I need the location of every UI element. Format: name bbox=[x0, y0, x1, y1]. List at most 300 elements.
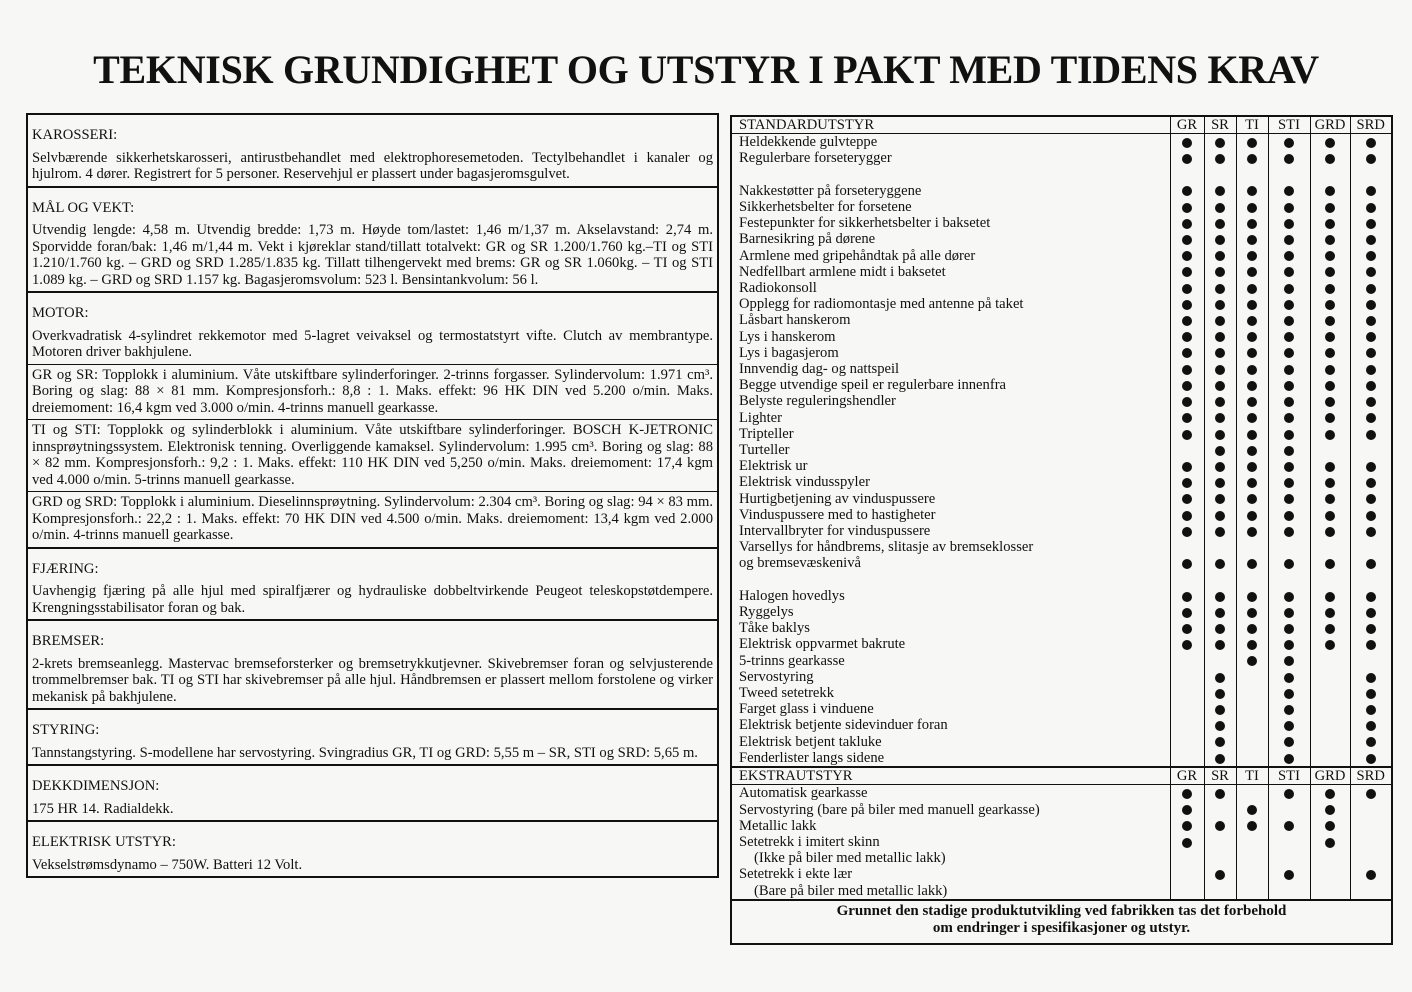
included-dot-icon bbox=[1325, 397, 1335, 407]
model-cell bbox=[1204, 734, 1236, 750]
included-dot-icon bbox=[1215, 332, 1225, 342]
model-cell bbox=[1204, 620, 1236, 636]
equipment-row bbox=[732, 834, 1391, 850]
model-cell bbox=[1310, 296, 1350, 312]
equipment-row bbox=[732, 588, 1391, 604]
model-cell bbox=[1170, 507, 1204, 523]
model-cell bbox=[1310, 458, 1350, 474]
model-cell bbox=[1350, 883, 1391, 899]
model-cell bbox=[1310, 248, 1350, 264]
model-cell bbox=[1236, 280, 1268, 296]
included-dot-icon bbox=[1247, 235, 1257, 245]
included-dot-icon bbox=[1215, 348, 1225, 358]
included-dot-icon bbox=[1284, 284, 1294, 294]
included-dot-icon bbox=[1182, 413, 1192, 423]
model-cell bbox=[1204, 199, 1236, 215]
included-dot-icon bbox=[1366, 251, 1376, 261]
model-cell bbox=[1236, 426, 1268, 442]
included-dot-icon bbox=[1182, 219, 1192, 229]
model-cell bbox=[1350, 850, 1391, 866]
model-header: GR bbox=[1170, 117, 1204, 134]
model-cell bbox=[1268, 818, 1310, 834]
model-cell bbox=[1268, 393, 1310, 409]
model-cell bbox=[1350, 183, 1391, 199]
model-header: GRD bbox=[1310, 117, 1350, 134]
included-dot-icon bbox=[1215, 511, 1225, 521]
model-cell bbox=[1204, 834, 1236, 850]
spec-heading: STYRING: bbox=[32, 722, 100, 738]
included-dot-icon bbox=[1247, 381, 1257, 391]
included-dot-icon bbox=[1182, 624, 1192, 634]
model-header: GR bbox=[1170, 767, 1204, 785]
included-dot-icon bbox=[1325, 138, 1335, 148]
included-dot-icon bbox=[1247, 413, 1257, 423]
model-cell bbox=[1236, 248, 1268, 264]
model-cell bbox=[1204, 442, 1236, 458]
equipment-label: Regulerbare forseterygger bbox=[739, 150, 892, 167]
spec-text: Tannstangstyring. S-modellene har servostyring. Svingradius GR, TI og GRD: 5,55 m – SR, STI og SRD: 5,65 m. bbox=[32, 744, 698, 761]
model-cell bbox=[1268, 883, 1310, 899]
model-cell bbox=[1204, 426, 1236, 442]
model-cell bbox=[1310, 620, 1350, 636]
model-cell bbox=[1310, 685, 1350, 701]
model-cell bbox=[1170, 442, 1204, 458]
included-dot-icon bbox=[1247, 821, 1257, 831]
model-cell bbox=[1310, 734, 1350, 750]
model-cell bbox=[1236, 523, 1268, 539]
included-dot-icon bbox=[1325, 348, 1335, 358]
model-cell bbox=[1310, 555, 1350, 571]
spec-heading: KAROSSERI: bbox=[32, 127, 118, 143]
model-cell bbox=[1310, 507, 1350, 523]
equipment-panel bbox=[730, 115, 1393, 945]
model-cell bbox=[1170, 183, 1204, 199]
included-dot-icon bbox=[1284, 462, 1294, 472]
included-dot-icon bbox=[1182, 821, 1192, 831]
included-dot-icon bbox=[1247, 805, 1257, 815]
model-cell bbox=[1268, 474, 1310, 490]
model-cell bbox=[1350, 215, 1391, 231]
model-cell bbox=[1204, 604, 1236, 620]
included-dot-icon bbox=[1325, 805, 1335, 815]
equipment-label: Automatisk gearkasse bbox=[739, 785, 868, 802]
model-cell bbox=[1310, 264, 1350, 280]
included-dot-icon bbox=[1215, 478, 1225, 488]
included-dot-icon bbox=[1284, 397, 1294, 407]
equipment-label bbox=[732, 167, 1170, 183]
model-cell bbox=[1310, 883, 1350, 899]
model-cell bbox=[1170, 312, 1204, 328]
equipment-label: Lys i hanskerom bbox=[739, 328, 836, 345]
model-cell bbox=[1268, 183, 1310, 199]
model-cell bbox=[1350, 620, 1391, 636]
model-cell bbox=[1310, 231, 1350, 247]
equipment-label: Elektrisk oppvarmet bakrute bbox=[739, 636, 906, 653]
model-cell bbox=[1204, 264, 1236, 280]
included-dot-icon bbox=[1366, 511, 1376, 521]
spec-section bbox=[26, 708, 719, 764]
model-cell bbox=[1170, 426, 1204, 442]
model-cell bbox=[1170, 636, 1204, 652]
included-dot-icon bbox=[1215, 737, 1225, 747]
model-cell bbox=[1204, 150, 1236, 166]
included-dot-icon bbox=[1284, 203, 1294, 213]
model-cell bbox=[1268, 199, 1310, 215]
included-dot-icon bbox=[1215, 138, 1225, 148]
model-cell bbox=[1236, 199, 1268, 215]
model-cell bbox=[1236, 134, 1268, 151]
included-dot-icon bbox=[1215, 203, 1225, 213]
model-cell bbox=[1204, 539, 1236, 555]
included-dot-icon bbox=[1284, 430, 1294, 440]
included-dot-icon bbox=[1247, 446, 1257, 456]
model-cell bbox=[1204, 653, 1236, 669]
spec-text: TI og STI: Topplokk og sylinderblokk i aluminium. Våte utskiftbare sylinderforinger. BOSCH K-JETRONIC innsprøytningssystem. Elektronisk tenning. Overliggende kamaksel. Sylindervolum: 1.995 cm³. Boring og slag: 88 × 82 mm. Kompresjonsforh.: 9,2 : 1. Maks. effekt: 110 HK DIN ved 5,250 o/min. Maks. dreiemoment: 17,4 kgm ved 4.000 o/min. 5-trinns manuell gearkasse. bbox=[32, 422, 713, 488]
model-cell bbox=[1170, 717, 1204, 733]
model-cell bbox=[1170, 834, 1204, 850]
model-cell bbox=[1268, 850, 1310, 866]
model-cell bbox=[1310, 183, 1350, 199]
spec-text: 175 HR 14. Radialdekk. bbox=[32, 800, 174, 817]
model-cell bbox=[1236, 785, 1268, 802]
model-cell bbox=[1268, 167, 1310, 183]
model-cell bbox=[1236, 474, 1268, 490]
spec-text: GRD og SRD: Topplokk i aluminium. Dieselinnsprøytning. Sylindervolum: 2.304 cm³. Boring og slag: 94 × 83 mm. Kompresjonsforh.: 22,2 : 1. Maks. effekt: 70 HK DIN ved 4.500 o/min. Maks. dreiemoment: 13,4 kgm ved 2.000 o/min. 4-trinns manuell gearkasse. bbox=[32, 494, 713, 543]
included-dot-icon bbox=[1366, 789, 1376, 799]
included-dot-icon bbox=[1182, 640, 1192, 650]
model-cell bbox=[1236, 669, 1268, 685]
equipment-label: Turteller bbox=[739, 442, 790, 459]
model-cell bbox=[1204, 669, 1236, 685]
equipment-row bbox=[732, 701, 1391, 717]
model-cell bbox=[1170, 150, 1204, 166]
model-cell bbox=[1204, 231, 1236, 247]
model-cell bbox=[1170, 866, 1204, 882]
equipment-label: Elektrisk betjent takluke bbox=[739, 733, 882, 750]
included-dot-icon bbox=[1247, 186, 1257, 196]
included-dot-icon bbox=[1284, 413, 1294, 423]
spec-text: Vekselstrømsdynamo – 750W. Batteri 12 Volt. bbox=[32, 856, 303, 873]
included-dot-icon bbox=[1284, 381, 1294, 391]
included-dot-icon bbox=[1325, 478, 1335, 488]
included-dot-icon bbox=[1215, 430, 1225, 440]
included-dot-icon bbox=[1284, 721, 1294, 731]
model-cell bbox=[1310, 361, 1350, 377]
included-dot-icon bbox=[1366, 300, 1376, 310]
model-cell bbox=[1350, 834, 1391, 850]
equipment-row bbox=[732, 377, 1391, 393]
equipment-row bbox=[732, 785, 1391, 802]
included-dot-icon bbox=[1325, 789, 1335, 799]
spec-heading: DEKKDIMENSJON: bbox=[32, 778, 160, 794]
equipment-row bbox=[732, 507, 1391, 523]
equipment-row bbox=[732, 280, 1391, 296]
model-cell bbox=[1236, 410, 1268, 426]
model-cell bbox=[1170, 248, 1204, 264]
included-dot-icon bbox=[1325, 267, 1335, 277]
model-cell bbox=[1268, 507, 1310, 523]
spec-text: 2-krets bremseanlegg. Mastervac bremseforsterker og bremsetrykkutjevner. Skivebremser foran og selvjusterende trommelbremser bak. TI og STI har skivebremser på alle hjul. Håndbremsen er plassert mellom forstolene og virker mekanisk på bakhjulene. bbox=[32, 655, 713, 705]
spec-heading: MÅL OG VEKT: bbox=[32, 199, 135, 216]
model-header: STI bbox=[1268, 767, 1310, 785]
included-dot-icon bbox=[1366, 478, 1376, 488]
model-cell bbox=[1268, 636, 1310, 652]
model-cell bbox=[1268, 539, 1310, 555]
model-cell bbox=[1204, 555, 1236, 571]
included-dot-icon bbox=[1215, 592, 1225, 602]
equipment-header-row bbox=[732, 117, 1391, 134]
model-cell bbox=[1310, 329, 1350, 345]
equipment-row bbox=[732, 572, 1391, 588]
included-dot-icon bbox=[1366, 673, 1376, 683]
model-cell bbox=[1310, 588, 1350, 604]
equipment-label: Innvendig dag- og nattspeil bbox=[739, 361, 900, 378]
included-dot-icon bbox=[1182, 494, 1192, 504]
spec-text: Selvbærende sikkerhetskarosseri, antirustbehandlet med elektrophoresemetoden. Tectylbehandlet i kanaler og hjulrom. 4 dører. Registrert for 5 personer. Reservehjul er plassert under bagasjeromsgulvet. bbox=[32, 149, 713, 182]
model-cell bbox=[1204, 167, 1236, 183]
included-dot-icon bbox=[1215, 381, 1225, 391]
model-cell bbox=[1310, 134, 1350, 151]
equipment-label: Servostyring bbox=[739, 668, 814, 685]
model-cell bbox=[1268, 231, 1310, 247]
model-cell bbox=[1350, 393, 1391, 409]
spec-heading: ELEKTRISK UTSTYR: bbox=[32, 834, 176, 850]
model-cell bbox=[1268, 620, 1310, 636]
included-dot-icon bbox=[1325, 821, 1335, 831]
model-cell bbox=[1350, 653, 1391, 669]
model-cell bbox=[1310, 750, 1350, 767]
model-cell bbox=[1310, 523, 1350, 539]
equipment-row bbox=[732, 620, 1391, 636]
equipment-label: Setetrekk i ekte lær bbox=[739, 866, 853, 883]
model-cell bbox=[1350, 734, 1391, 750]
model-cell bbox=[1204, 491, 1236, 507]
equipment-label: Servostyring (bare på biler med manuell gearkasse) bbox=[739, 801, 1040, 818]
model-cell bbox=[1204, 183, 1236, 199]
equipment-row bbox=[732, 802, 1391, 818]
model-cell bbox=[1268, 491, 1310, 507]
model-cell bbox=[1350, 717, 1391, 733]
equipment-row bbox=[732, 296, 1391, 312]
included-dot-icon bbox=[1366, 267, 1376, 277]
model-cell bbox=[1310, 150, 1350, 166]
model-cell bbox=[1310, 312, 1350, 328]
equipment-label: Elektrisk vindusspyler bbox=[739, 474, 870, 491]
equipment-label: Nakkestøtter på forseteryggene bbox=[739, 182, 922, 199]
model-cell bbox=[1310, 834, 1350, 850]
equipment-row bbox=[732, 850, 1391, 866]
model-cell bbox=[1236, 507, 1268, 523]
model-cell bbox=[1170, 345, 1204, 361]
equipment-label: Lys i bagasjerom bbox=[739, 344, 839, 361]
equipment-row bbox=[732, 653, 1391, 669]
model-cell bbox=[1204, 588, 1236, 604]
model-cell bbox=[1170, 377, 1204, 393]
model-cell bbox=[1350, 150, 1391, 166]
included-dot-icon bbox=[1215, 689, 1225, 699]
equipment-label: (Bare på biler med metallic lakk) bbox=[754, 882, 948, 899]
equipment-label: Metallic lakk bbox=[739, 817, 817, 834]
equipment-row bbox=[732, 555, 1391, 571]
included-dot-icon bbox=[1182, 608, 1192, 618]
model-cell bbox=[1268, 248, 1310, 264]
model-cell bbox=[1204, 802, 1236, 818]
model-cell bbox=[1268, 866, 1310, 882]
included-dot-icon bbox=[1215, 397, 1225, 407]
included-dot-icon bbox=[1182, 592, 1192, 602]
model-cell bbox=[1236, 636, 1268, 652]
included-dot-icon bbox=[1182, 348, 1192, 358]
included-dot-icon bbox=[1215, 705, 1225, 715]
model-cell bbox=[1204, 850, 1236, 866]
equipment-label bbox=[732, 572, 1170, 588]
equipment-row bbox=[732, 183, 1391, 199]
model-cell bbox=[1350, 866, 1391, 882]
included-dot-icon bbox=[1182, 789, 1192, 799]
included-dot-icon bbox=[1247, 511, 1257, 521]
included-dot-icon bbox=[1366, 186, 1376, 196]
model-cell bbox=[1204, 345, 1236, 361]
model-cell bbox=[1236, 296, 1268, 312]
model-cell bbox=[1310, 717, 1350, 733]
equipment-label: Tripteller bbox=[739, 425, 794, 442]
model-cell bbox=[1170, 491, 1204, 507]
spec-heading: MOTOR: bbox=[32, 305, 89, 321]
model-cell bbox=[1170, 734, 1204, 750]
model-cell bbox=[1268, 458, 1310, 474]
included-dot-icon bbox=[1247, 365, 1257, 375]
included-dot-icon bbox=[1284, 446, 1294, 456]
included-dot-icon bbox=[1366, 381, 1376, 391]
equipment-label: Radiokonsoll bbox=[739, 280, 817, 297]
model-cell bbox=[1170, 523, 1204, 539]
model-cell bbox=[1170, 604, 1204, 620]
included-dot-icon bbox=[1247, 430, 1257, 440]
equipment-label: Nedfellbart armlene midt i baksetet bbox=[739, 263, 946, 280]
included-dot-icon bbox=[1247, 397, 1257, 407]
included-dot-icon bbox=[1284, 754, 1294, 764]
included-dot-icon bbox=[1182, 805, 1192, 815]
included-dot-icon bbox=[1215, 527, 1225, 537]
spec-section bbox=[26, 820, 719, 878]
equipment-label: Festepunkter for sikkerhetsbelter i baksetet bbox=[739, 215, 991, 232]
included-dot-icon bbox=[1284, 511, 1294, 521]
included-dot-icon bbox=[1247, 316, 1257, 326]
equipment-row bbox=[732, 329, 1391, 345]
model-cell bbox=[1236, 442, 1268, 458]
model-cell bbox=[1170, 474, 1204, 490]
included-dot-icon bbox=[1366, 870, 1376, 880]
included-dot-icon bbox=[1366, 608, 1376, 618]
model-cell bbox=[1268, 834, 1310, 850]
equipment-row bbox=[732, 312, 1391, 328]
equipment-label: Låsbart hanskerom bbox=[739, 312, 851, 329]
model-cell bbox=[1236, 620, 1268, 636]
model-cell bbox=[1268, 701, 1310, 717]
spec-section bbox=[26, 291, 719, 364]
model-cell bbox=[1268, 685, 1310, 701]
section-header: EKSTRAUTSTYR bbox=[732, 767, 1170, 785]
equipment-label: Heldekkende gulvteppe bbox=[739, 134, 878, 151]
included-dot-icon bbox=[1247, 219, 1257, 229]
model-cell bbox=[1268, 377, 1310, 393]
equipment-label: Intervallbryter for vinduspussere bbox=[739, 523, 931, 540]
model-cell bbox=[1268, 426, 1310, 442]
model-cell bbox=[1350, 442, 1391, 458]
model-cell bbox=[1310, 393, 1350, 409]
model-cell bbox=[1204, 296, 1236, 312]
model-cell bbox=[1268, 361, 1310, 377]
model-cell bbox=[1350, 248, 1391, 264]
equipment-label: Fenderlister langs sidene bbox=[739, 749, 885, 766]
model-cell bbox=[1350, 785, 1391, 802]
included-dot-icon bbox=[1215, 235, 1225, 245]
included-dot-icon bbox=[1325, 640, 1335, 650]
model-cell bbox=[1268, 296, 1310, 312]
included-dot-icon bbox=[1284, 673, 1294, 683]
model-cell bbox=[1350, 507, 1391, 523]
model-cell bbox=[1170, 653, 1204, 669]
model-cell bbox=[1350, 296, 1391, 312]
model-cell bbox=[1268, 215, 1310, 231]
model-cell bbox=[1310, 785, 1350, 802]
equipment-label: Halogen hovedlys bbox=[739, 587, 845, 604]
model-cell bbox=[1236, 345, 1268, 361]
equipment-label: Belyste reguleringshendler bbox=[739, 393, 896, 410]
model-header: TI bbox=[1236, 767, 1268, 785]
model-cell bbox=[1170, 555, 1204, 571]
included-dot-icon bbox=[1215, 267, 1225, 277]
equipment-row bbox=[732, 442, 1391, 458]
disclaimer-line-2: om endringer i spesifikasjoner og utstyr. bbox=[932, 919, 1191, 936]
model-cell bbox=[1310, 604, 1350, 620]
included-dot-icon bbox=[1215, 300, 1225, 310]
included-dot-icon bbox=[1325, 154, 1335, 164]
model-cell bbox=[1170, 818, 1204, 834]
equipment-row bbox=[732, 458, 1391, 474]
equipment-row bbox=[732, 750, 1391, 767]
equipment-row bbox=[732, 539, 1391, 555]
model-cell bbox=[1310, 701, 1350, 717]
model-cell bbox=[1310, 669, 1350, 685]
model-cell bbox=[1204, 523, 1236, 539]
model-cell bbox=[1204, 507, 1236, 523]
model-cell bbox=[1236, 491, 1268, 507]
included-dot-icon bbox=[1366, 592, 1376, 602]
model-cell bbox=[1350, 312, 1391, 328]
equipment-row bbox=[732, 734, 1391, 750]
included-dot-icon bbox=[1247, 138, 1257, 148]
included-dot-icon bbox=[1325, 527, 1335, 537]
model-cell bbox=[1236, 834, 1268, 850]
included-dot-icon bbox=[1182, 381, 1192, 391]
included-dot-icon bbox=[1284, 789, 1294, 799]
equipment-label: (Ikke på biler med metallic lakk) bbox=[754, 850, 946, 867]
equipment-label: Barnesikring på dørene bbox=[739, 231, 876, 248]
included-dot-icon bbox=[1247, 478, 1257, 488]
equipment-label: Vinduspussere med to hastigheter bbox=[739, 506, 936, 523]
included-dot-icon bbox=[1366, 737, 1376, 747]
model-cell bbox=[1170, 572, 1204, 588]
included-dot-icon bbox=[1366, 430, 1376, 440]
model-header: SRD bbox=[1350, 767, 1391, 785]
model-cell bbox=[1310, 377, 1350, 393]
included-dot-icon bbox=[1366, 705, 1376, 715]
included-dot-icon bbox=[1325, 462, 1335, 472]
model-cell bbox=[1268, 312, 1310, 328]
model-cell bbox=[1310, 539, 1350, 555]
spec-section bbox=[26, 491, 719, 547]
